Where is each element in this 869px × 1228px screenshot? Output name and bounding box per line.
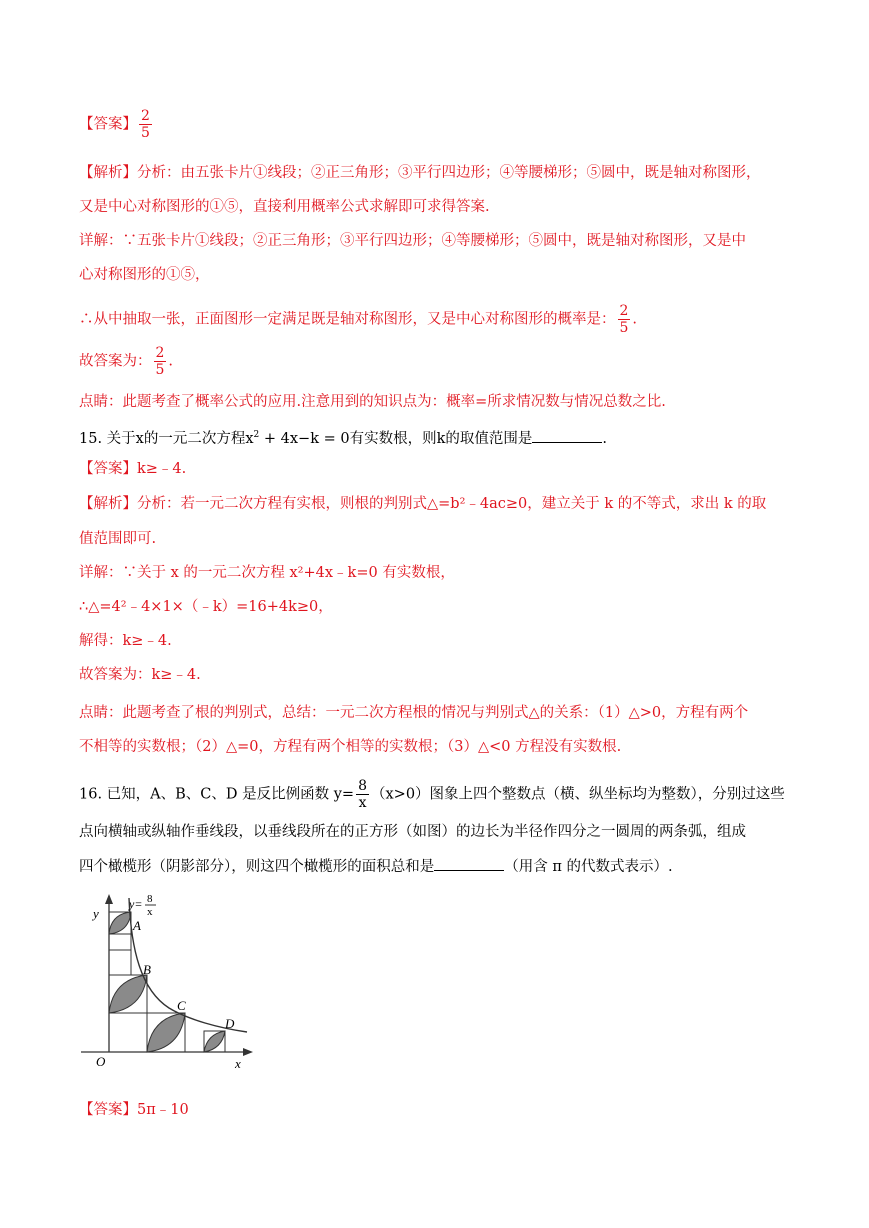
label-c: C [177, 998, 186, 1013]
q14-analysis-line1 [79, 163, 761, 183]
fraction-denominator: 5 [619, 320, 629, 336]
analysis-text: 分析：由五张卡片①线段；②正三角形；③平行四边形；④等腰梯形；⑤圆中，既是轴对称图形， [137, 165, 761, 181]
question-text: 16. 已知，A、B、C、D 是反比例函数 y= [79, 786, 355, 803]
q15-question [79, 425, 607, 449]
q15-detail-line2: ∴△=4²﹣4×1×（﹣k）=16+4k≥0， [79, 599, 333, 615]
olive-a [109, 912, 131, 934]
label-d: D [225, 1016, 235, 1031]
q15-analysis-line2: 值范围即可. [79, 531, 157, 547]
answer-fraction [139, 108, 152, 141]
final-fraction [154, 345, 167, 378]
q16-question-line3 [79, 856, 673, 877]
q14-analysis-line2: 又是中心对称图形的①⑤，直接利用概率公式求解即可求得答案. [79, 199, 490, 215]
y-axis-arrow [105, 894, 113, 904]
label-o: O [96, 1054, 106, 1069]
q15-comment-line2: 不相等的实数根；（2）△=0，方程有两个相等的实数根；（3）△<0 方程没有实数根. [79, 739, 622, 755]
q14-detail-line2: 心对称图形的①⑤， [79, 267, 210, 283]
label-fn-num: 8 [147, 893, 153, 905]
question-text: 四个橄榄形（阴影部分），则这四个橄榄形的面积总和是 [79, 859, 435, 875]
q15-detail-line1: 详解：∵关于 x 的一元二次方程 x²+4x﹣k=0 有实数根， [79, 565, 455, 581]
q14-detail-line1: 详解：∵五张卡片①线段；②正三角形；③平行四边形；④等腰梯形；⑤圆中，既是轴对称图形，又是中 [79, 233, 746, 249]
equation-rest: + 4x−k = 0 [259, 430, 350, 447]
period: . [168, 353, 174, 370]
analysis-label: 【解析】 [79, 165, 137, 181]
hyperbola-figure [79, 890, 259, 1070]
equation-x: x [245, 430, 254, 447]
q14-answer [79, 108, 154, 141]
fraction-denominator: 5 [141, 125, 150, 141]
olive-c [147, 1013, 185, 1052]
equation-exponent: 2 [253, 430, 260, 440]
detail-fraction [618, 303, 631, 336]
analysis-text: 分析：若一元二次方程有实根，则根的判别式△=b²﹣4ac≥0，建立关于 k 的不等式，求出 k 的取 [137, 496, 767, 512]
q15-detail-line3: 解得：k≥﹣4. [79, 633, 172, 649]
answer-label: 【答案】 [79, 1102, 137, 1118]
fraction-denominator: 5 [155, 362, 165, 378]
answer-label: 【答案】 [79, 116, 137, 133]
fraction-numerator: 2 [155, 345, 165, 361]
q15-answer [79, 459, 186, 479]
question-text: 15. 关于x的一元二次方程 [79, 430, 246, 447]
answer-value: k≥﹣4. [137, 461, 187, 477]
olive-b [109, 975, 147, 1013]
detail-text: ∴从中抽取一张，正面图形一定满足既是轴对称图形，又是中心对称图形的概率是： [79, 311, 616, 328]
olive-d [204, 1031, 225, 1052]
period: . [632, 311, 638, 328]
label-b: B [143, 962, 151, 977]
label-y: y [93, 906, 99, 921]
q15-final: 故答案为：k≥﹣4. [79, 667, 201, 683]
q15-analysis-line1 [79, 494, 766, 514]
answer-blank [532, 428, 602, 443]
answer-value: 5π﹣10 [137, 1102, 189, 1118]
x-axis-arrow [243, 1048, 253, 1056]
question-text-mid: 有实数根，则k的取值范围是 [349, 430, 533, 447]
final-text: 故答案为： [79, 353, 152, 370]
question-text-post: （x>0）图象上四个整数点（横、纵坐标均为整数），分别过这些 [371, 786, 785, 803]
label-a: A [133, 918, 141, 933]
q16-answer [79, 1100, 189, 1120]
analysis-label: 【解析】 [79, 496, 137, 512]
fraction-numerator: 2 [619, 303, 629, 319]
period: . [602, 430, 607, 447]
q14-detail-line3 [79, 303, 637, 336]
label-fn-den: x [147, 906, 153, 918]
q15-comment-line1: 点睛：此题考查了根的判别式，总结：一元二次方程根的情况与判别式△的关系：（1）△>0，方程有两个 [79, 705, 749, 721]
label-fn-prefix: y= [129, 897, 143, 911]
answer-blank [434, 856, 504, 871]
q16-question-line2: 点向横轴或纵轴作垂线段，以垂线段所在的正方形（如图）的边长为半径作四分之一圆周的两条弧，组成 [79, 824, 746, 840]
q14-comment: 点睛：此题考查了概率公式的应用.注意用到的知识点为：概率=所求情况数与情况总数之比. [79, 394, 666, 410]
answer-label: 【答案】 [79, 461, 137, 477]
question-text-post: （用含 π 的代数式表示）. [504, 859, 673, 875]
square-b2 [109, 1013, 147, 1052]
fraction-denominator: x [358, 795, 367, 811]
fraction-numerator: 2 [141, 108, 150, 124]
label-x: x [235, 1056, 241, 1070]
function-fraction [356, 778, 369, 811]
q16-question-line1 [79, 778, 785, 811]
fraction-numerator: 8 [358, 778, 367, 794]
q14-final [79, 345, 173, 378]
